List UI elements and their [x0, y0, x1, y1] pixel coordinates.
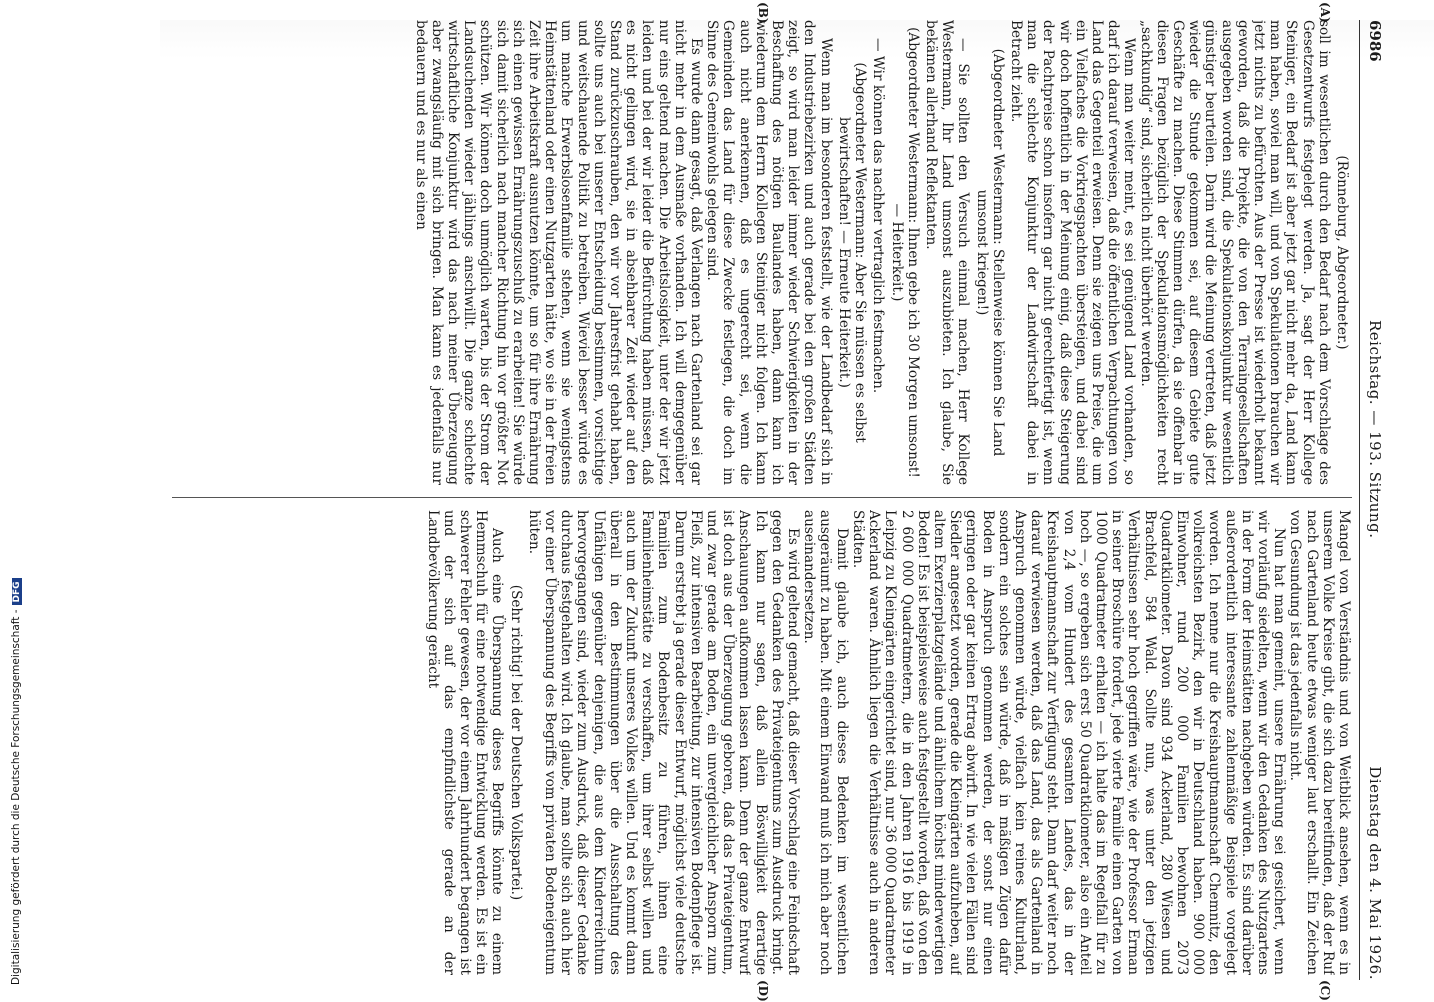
paragraph: — Sie sollten den Versuch einmal machen, Herr Kollege Westermann, Ihr Land umsonst auszubieten. Ich glaube, Sie bekämen allerhand Reflektanten. [922, 20, 972, 485]
interjection: (Sehr richtig! bei der Deutschen Volkspartei.) [507, 584, 524, 901]
paragraph: soll im wesentlichen durch den Bedarf nach dem Vorschlage des Gesetzentwurfs festgelegt werden. Ja, sagt der Herr Kollege Steiniger, ein Bedarf ist aber jetzt gar nicht mehr da, Land kann man haben, soviel man will, und von Spekulationen brauchen wir jetzt nichts zu befürchten. Aus der Presse ist wiederholt bekannt geworden, daß die Projekte, die von den Terraingesellschaften ausgegeben worden sind, die Spekulationskonjunktur wesentlich günstiger beurteilen. Darin wird die Meinung vertreten, daß jetzt wieder die Stunde gekommen sei, auf diesem Gebiete gute Geschäfte zu machen. Diese Stimmen dürfen, da sie offenbar in diesen Fragen bezüglich der Spekulationsmöglichkeiten recht „sachkundig“ sind, sicherlich nicht überhört werden. [1137, 20, 1332, 485]
scanned-page [100, 0, 1420, 1000]
margin-mark-c: (C) [1318, 980, 1332, 1001]
digitization-text: Digitalisierung gefördert durch die Deutsche Forschungsgemeinschaft - [10, 609, 22, 985]
interjection: (Abgeordneter Westermann: Stellenweise können Sie Land umsonst kriegen!) [973, 48, 1006, 457]
header-date: Dienstag den 4. Mai 1926. [1366, 766, 1384, 980]
speaker-line: (Rönneburg, Abgeordneter.) [1334, 155, 1350, 350]
digitization-note [10, 578, 22, 985]
paragraph: — Wir können das nachher vertraglich festmachen. [870, 38, 887, 394]
paragraph: Wenn man im besonderen feststellt, wie der Landbedarf sich in den Industriebezirken und auch gerade bei den großen Städten zeigt, so wird man leider immer wieder Schwierigkeiten in der Beschaffung des nötigen Baulandes haben, dann kann ich wiederum dem Herrn Kollegen Steiniger nicht folgen. Ich kann auch nicht anerkennen, daß es ungerecht sei, wenn die Gemeinden das Land für diese Zwecke festlegen, die doch im Sinne des Gemeinwohls gelegen sind. [704, 20, 834, 485]
interjection: (Abgeordneter Westermann: Aber Sie müssen es selbst bewirtschaften! — Erneute Heiterkeit.) [835, 62, 869, 443]
dfg-logo: DFG [12, 578, 22, 605]
column-divider [172, 497, 1352, 498]
digitization-strip [0, 0, 22, 1000]
header-session: Reichstag. — 193. Sitzung. [1366, 320, 1384, 539]
paragraph: Auch eine Überspannung dieses Begriffs könnte zu einem Hemmschuh für eine notwendige Entwicklung werden. Es ist ein schwerer Fehler gewesen, der vor einem Jahrhundert begangen ist und der sich auf das empfindlichste gerade an der Landbevölkerung gerächt [424, 510, 506, 975]
margin-mark-a: (A) [1318, 2, 1332, 23]
paragraph: Es wurde dann gesagt, daß Verlangen nach Gartenland sei gar nicht mehr in dem Ausmaße vorhanden. Ich will demgegenüber nur eins geltend machen. Die Arbeitslosigkeit, unter der wir jetzt leiden und bei der wir leider die Befürchtung haben müssen, daß es nicht gelingen wird, sie in absehbarer Zeit wieder auf den Stand zurückzuschrauben, den wir vor Jahresfrist gehabt haben, sollte uns auch bei unserer Entscheidung bestimmen, vorsichtige und weitschauende Politik zu betreiben. Wieviel besser würde es um manche Erwerbslosenfamilie stehen, wenn sie wenigstens Heimstättenland oder einen Nutzgarten hätte, wo sie in der freien Zeit ihre Arbeitskraft ausnutzen könnte, um so für ihre Ernährung sich einen gewissen Ernährungszuschuß zu erarbeiten! Sie würde sich damit sicherlich nach mancher Richtung hin vor größter Not schützen. Wir können doch unmöglich warten, bis der Strom der Landsuchenden wieder jählings anschwillt. Die ganze schlechte wirtschaftliche Konjunktur wird das nach meiner Überzeugung aber zwangsläufig mit sich bringen. Man kann es jedenfalls nur bedauern und es nur als einen [412, 20, 705, 485]
left-column [152, 20, 1352, 485]
margin-mark-d: (D) [756, 980, 770, 1002]
paragraph: Nun hat man gemeint, unsere Ernährung sei gesichert, wenn wir vorläufig siedelten, wenn wir den Gedanken des Nutzgartens in der Form der Heimstätten nachgeben würden. Es sind darüber außerordentlich interessante zahlenmäßige Beispiele vorgelegt worden. Ich nenne nur die Kreishauptmannschaft Chemnitz, den volkreichsten Bezirk, den wir in Deutschland haben. 900 000 Einwohner, rund 200 000 Familien bewohnen 2073 Quadratkilometer. Davon sind 934 Ackerland, 280 Wiesen und Brachfeld, 584 Wald. Sollte nun, was unter den jetzigen Verhältnissen sehr hoch gegriffen wäre, wie der Professor Erman in seiner Broschüre fordert, jede vierte Familie einen Garten von 1000 Quadratmeter erhalten — ich halte das im Regelfall für zu hoch —, so ergeben sich erst 50 Quadratkilometer, also ein Anteil von 2,4 vom Hundert des gesamten Landes, das in der Kreishauptmannschaft zur Verfügung steht. Dann darf weiter noch darauf verwiesen werden, daß das Land, das als Gartenland in Anspruch genommen würde, vielfach kein reines Kulturland, sondern ein solches sein würde, daß in mäßigen Zügen dafür Boden in Anspruch genommen werden, der sonst nur einen geringen oder gar keinen Ertrag abwirft. In wie vielen Fällen sind Siedler angesetzt worden, gerade die Kleingärten aufzuheben, auf altem Exerzierplatzgelände und ähnlichem höchst minderwertigen Boden! Es ist beispielsweise auch festgestellt worden, daß von den 2 600 000 Quadratmetern, die in den Jahren 1916 bis 1919 in Leipzig zu Kleingärten eingerichtet sind, nur 36 000 Quadratmeter Ackerland waren. Ähnlich liegen die Verhältnisse auch in anderen Städten. [849, 510, 1288, 975]
page-number: 6986 [1366, 20, 1384, 62]
page-header [1359, 20, 1390, 980]
right-column [152, 510, 1352, 975]
margin-mark-b: (B) [756, 2, 770, 24]
paragraph: Damit glaube ich, auch dieses Bedenken im wesentlichen ausgeräumt zu haben. Mit einem Einwand muß ich mich aber noch auseinandersetzen. [801, 510, 850, 975]
paragraph: Es wird geltend gemacht, daß dieser Vorschlag eine Feindschaft gegen den Gedanken des Privateigentums zum Ausdruck bringt. Ich kann nur sagen, daß allein Böswilligkeit derartige Anschauungen aufkommen lassen kann. Denn der ganze Entwurf ist doch aus der Überzeugung geboren, daß das Privateigentum, und zwar gerade am Boden, ein unvergleichlicher Ansporn zum Fleiß, zur intensiven Bearbeitung, zur intensiven Bodenpflege ist. Darum erstrebt ja gerade dieser Entwurf, möglichst viele deutsche Familien zum Bodenbesitz zu führen, ihnen eine Familienheimstätte zu verschaffen, um ihrer selbst willen und auch um der Zukunft unseres Volkes willen. Und es kommt dann überall in den Bestimmungen über die Ausschaltung des Unfähigen gegenüber denjenigen, die aus dem Kinderreichtum hervorgegangen sind, wieder zum Ausdruck, daß dieser Gedanke durchaus festgehalten wird. Ich glaube, man sollte sich auch hier vor einer Überspannung des Begriffs vom privaten Bodeneigentum hüten. [525, 510, 802, 975]
paragraph: Wenn man weiter meint, es sei genügend Land vorhanden, so darf ich darauf verweisen, daß die öffentlichen Verpachtungen von Land das Gegenteil erweisen. Denn sie zeigen uns Preise, die um ein Vielfaches die Vorkriegspachten übersteigen, und dabei sind wir doch hoffentlich in der Meinung einig, daß diese Steigerung der Pachtpreise schon insofern gar nicht gerechtfertigt ist, wenn man die schlechte Konjunktur der Landwirtschaft dabei in Betracht zieht. [1007, 20, 1138, 485]
rotated-page-content [100, 0, 1420, 1000]
interjection: (Abgeordneter Westermann: Ihnen gebe ich 30 Morgen umsonst! — Heiterkeit.) [888, 27, 921, 478]
paragraph: Mangel von Verständnis und von Weitblick ansehen, wenn es in unserem Volke Kreise gibt, die sich dazu bereitfinden, daß der Ruf nach Gartenland heute etwas weniger laut erschallt. Ein Zeichen von Gesundung ist das jedenfalls nicht. [1287, 510, 1352, 975]
